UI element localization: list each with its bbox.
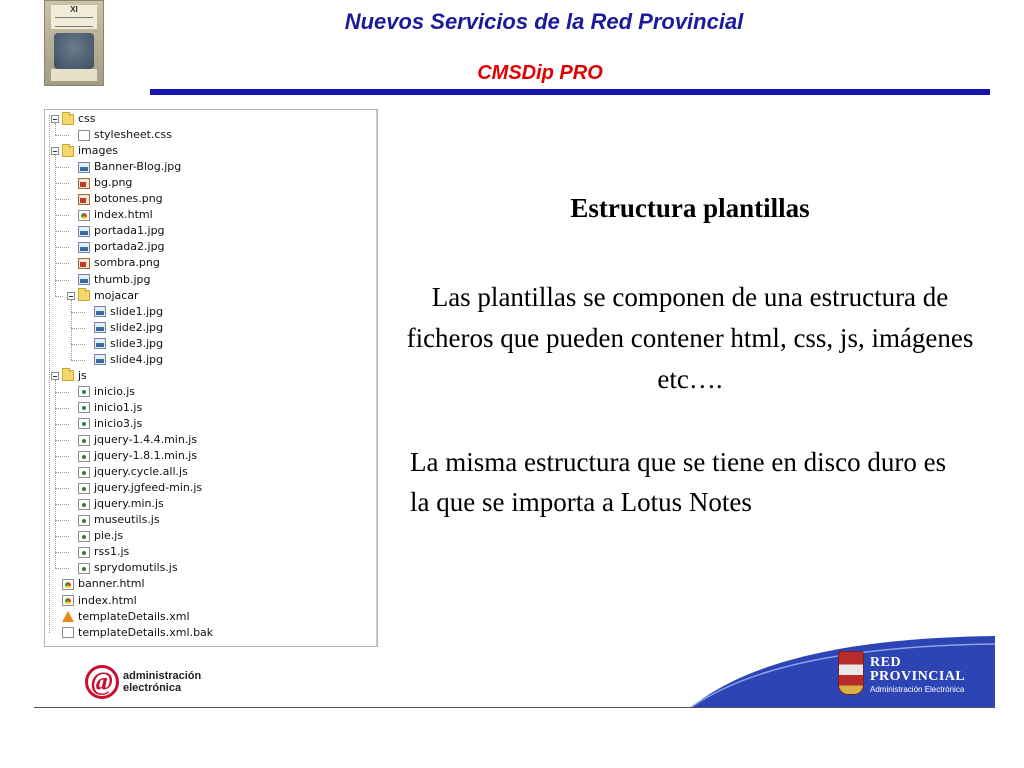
script-file-icon [78, 547, 90, 558]
tree-file[interactable] [67, 255, 160, 271]
tree-folder[interactable] [51, 111, 96, 127]
tree-file[interactable] [67, 207, 153, 223]
admin-electronica-logo [85, 661, 201, 703]
tree-item-label: index.html [94, 208, 153, 222]
tree-item-label: templateDetails.xml.bak [78, 625, 214, 639]
tree-file[interactable] [67, 544, 129, 560]
tree-item-label: sprydomutils.js [94, 561, 178, 575]
red-provincial-logo [870, 656, 965, 695]
admin-logo-line2: electrónica [123, 682, 182, 694]
tree-file[interactable] [67, 464, 188, 480]
tree-item-label: stylesheet.css [94, 128, 172, 142]
tree-file[interactable] [67, 480, 202, 496]
tree-item-label: thumb.jpg [94, 272, 151, 286]
tree-item-label: inicio1.js [94, 400, 143, 414]
tree-folder[interactable] [67, 288, 139, 304]
tree-file[interactable] [51, 609, 190, 625]
tree-file[interactable] [67, 432, 197, 448]
thumbnail-label: XI [70, 5, 78, 14]
tree-item-label: js [78, 368, 87, 382]
script-file-icon [78, 402, 90, 413]
collapse-toggle-icon[interactable] [51, 147, 59, 155]
tree-file[interactable] [67, 272, 150, 288]
html-file-icon [78, 210, 90, 221]
footer-divider [34, 707, 994, 708]
tree-file[interactable] [67, 191, 163, 207]
event-thumbnail [44, 0, 104, 86]
tree-item-label: inicio3.js [94, 416, 143, 430]
image-icon [94, 354, 106, 365]
script-file-icon [78, 483, 90, 494]
tree-file[interactable] [83, 336, 163, 352]
tree-item-label: slide1.jpg [110, 304, 164, 318]
tree-item-label: jquery.min.js [94, 497, 164, 511]
tree-file[interactable] [83, 304, 163, 320]
tree-folder[interactable] [51, 368, 87, 384]
tree-file[interactable] [67, 416, 142, 432]
tree-file[interactable] [67, 127, 172, 143]
tree-file[interactable] [67, 223, 165, 239]
tree-item-label: museutils.js [94, 513, 160, 527]
tree-item-label: inicio.js [94, 384, 136, 398]
tree-file[interactable] [67, 159, 181, 175]
tree-item-label: templateDetails.xml [78, 609, 190, 623]
script-file-icon [78, 563, 90, 574]
file-tree-panel [44, 109, 378, 647]
tree-file[interactable] [67, 496, 164, 512]
tree-file[interactable] [67, 560, 178, 576]
tree-item-label: sombra.png [94, 256, 160, 270]
png-image-icon [78, 194, 90, 205]
tree-file[interactable] [67, 239, 165, 255]
red-provincial-line2: PROVINCIAL [870, 669, 966, 684]
script-file-icon [78, 467, 90, 478]
header-divider [150, 89, 990, 95]
tree-item-label: Banner-Blog.jpg [94, 160, 182, 174]
png-image-icon [78, 178, 90, 189]
folder-icon [62, 370, 74, 381]
tree-item-label: rss1.js [94, 545, 130, 559]
tree-item-label: jquery-1.8.1.min.js [94, 449, 198, 463]
tree-file[interactable] [67, 400, 142, 416]
folder-icon [78, 290, 90, 301]
image-icon [78, 162, 90, 173]
tree-item-label: jquery-1.4.4.min.js [94, 433, 198, 446]
script-file-icon [78, 435, 90, 446]
tree-item-label: images [78, 144, 118, 158]
image-icon [94, 322, 106, 333]
tree-file[interactable] [51, 625, 213, 641]
tree-file[interactable] [67, 448, 197, 464]
collapse-toggle-icon[interactable] [67, 292, 75, 300]
tree-item-label: jquery.jgfeed-min.js [94, 481, 203, 495]
import-paragraph: La misma estructura que se tiene en disco duro es la que se importa a Lotus Notes [410, 447, 947, 517]
image-icon [78, 226, 90, 237]
script-file-icon [78, 515, 90, 526]
png-image-icon [78, 258, 90, 269]
script-file-icon [78, 418, 90, 429]
tree-item-label: pie.js [94, 529, 124, 543]
at-sign-icon: @ [85, 665, 119, 699]
tree-file[interactable] [67, 175, 132, 191]
tree-item-label: mojacar [94, 288, 139, 302]
section-heading: Estructura plantillas [570, 193, 810, 223]
red-provincial-line3: Administración Electrónica [870, 685, 965, 694]
tree-folder[interactable] [51, 143, 118, 159]
tree-file[interactable] [67, 528, 123, 544]
image-icon [78, 274, 90, 285]
tree-file[interactable] [67, 384, 135, 400]
tree-file[interactable] [83, 320, 163, 336]
provincial-crest-icon [838, 651, 864, 695]
tree-item-label: banner.html [78, 577, 145, 591]
tree-item-label: css [78, 112, 96, 125]
script-file-icon [78, 386, 90, 397]
folder-icon [62, 146, 74, 157]
tree-item-label: botones.png [94, 192, 163, 206]
collapse-toggle-icon[interactable] [51, 115, 59, 123]
image-icon [94, 338, 106, 349]
red-provincial-line1: RED [870, 655, 902, 670]
page-subtitle: CMSDip PRO [477, 62, 603, 84]
xml-file-icon [62, 611, 74, 622]
image-icon [78, 242, 90, 253]
collapse-toggle-icon[interactable] [51, 372, 59, 380]
tree-item-label: jquery.cycle.all.js [94, 465, 188, 479]
tree-item-label: slide2.jpg [110, 320, 164, 334]
folder-icon [62, 114, 74, 125]
document-icon [78, 130, 90, 141]
html-file-icon [62, 579, 74, 590]
tree-file[interactable] [83, 352, 163, 368]
tree-item-label: index.html [78, 593, 137, 607]
tree-file[interactable] [51, 576, 145, 592]
image-icon [94, 306, 106, 317]
tree-item-label: slide3.jpg [110, 336, 164, 350]
tree-file[interactable] [67, 512, 160, 528]
description-paragraph: Las plantillas se componen de una estructura de ficheros que pueden contener html, css, js, imágenes etc…. [406, 282, 974, 394]
admin-logo-line1: administración [123, 670, 202, 682]
script-file-icon [78, 499, 90, 510]
script-file-icon [78, 531, 90, 542]
script-file-icon [78, 451, 90, 462]
html-file-icon [62, 595, 74, 606]
tree-item-label: portada1.jpg [94, 224, 165, 238]
page-title: Nuevos Servicios de la Red Provincial [344, 9, 744, 34]
tree-item-label: bg.png [94, 176, 133, 190]
tree-file[interactable] [51, 593, 137, 609]
document-icon [62, 627, 74, 638]
tree-item-label: portada2.jpg [94, 240, 165, 254]
tree-item-label: slide4.jpg [110, 352, 164, 366]
